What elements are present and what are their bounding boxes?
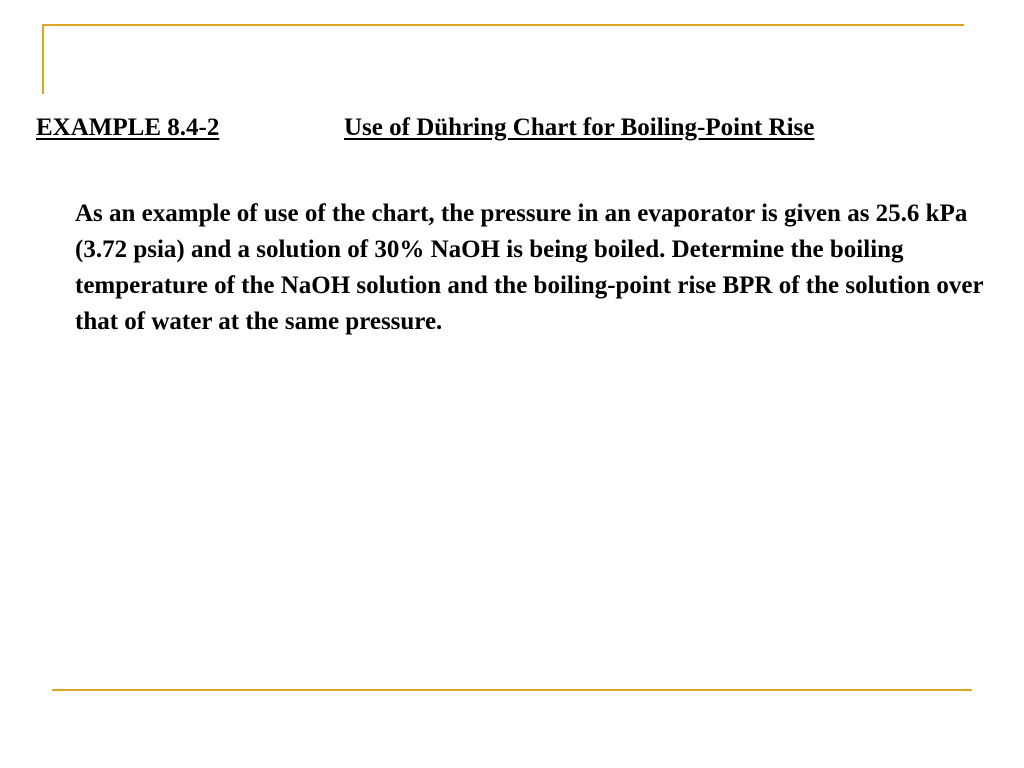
example-label: EXAMPLE 8.4-2 [36,114,220,141]
example-title: Use of Dühring Chart for Boiling-Point Rise [344,114,815,141]
top-decorative-rule [42,24,964,26]
bottom-decorative-rule [52,689,972,691]
example-heading [36,113,936,145]
left-decorative-rule [42,24,44,94]
problem-statement: As an example of use of the chart, the pressure in an evaporator is given as 25.6 kPa (3.72 psia) and a solution of 30% NaOH is being boiled. Determine the boiling temperature of the NaOH solution and the boiling-point rise BPR of the solution over that of water at the same pressure. [75,200,984,335]
